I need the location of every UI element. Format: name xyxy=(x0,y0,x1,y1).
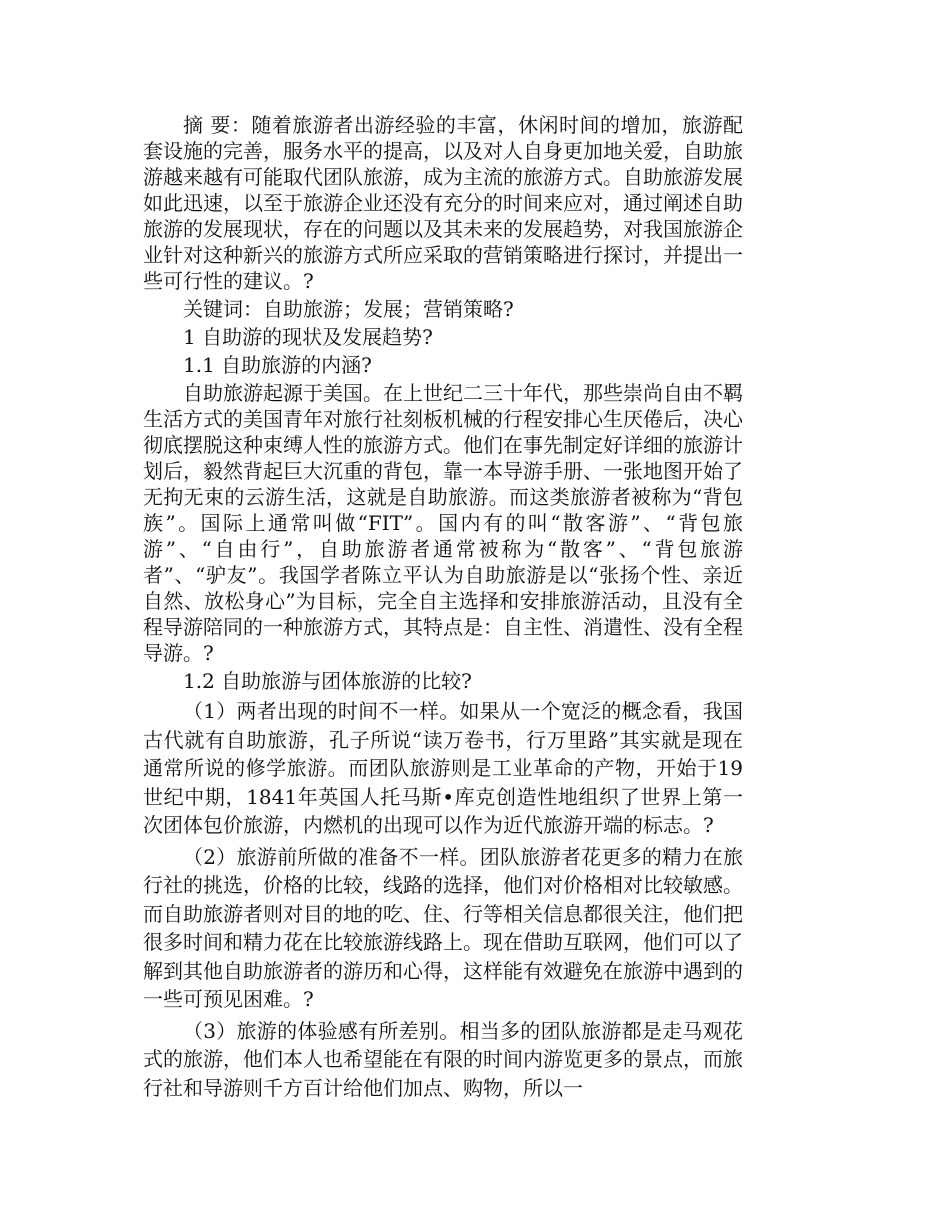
keywords-line: 关键词：自助旅游；发展；营销策略? xyxy=(183,297,514,321)
subsection-heading-1-1: 1.1 自助旅游的内涵? xyxy=(183,353,372,377)
comparison-paragraph-1: （1）两者出现的时间不一样。如果从一个宽泛的概念看，我国古代就有自助旅游，孔子所说“读万卷书，行万里路”其实就是现在通常所说的修学旅游。而团队旅游则是工业革命的产物，开始于19世纪中期，1841年英国人托马斯•库克创造性地组织了世界上第一次团体包价旅游，内燃机的出现可以作为近代旅游开端的标志。? xyxy=(143,699,743,837)
comparison-paragraph-2: （2）旅游前所做的准备不一样。团队旅游者花更多的精力在旅行社的挑选，价格的比较，线路的选择，他们对价格相对比较敏感。而自助旅游者则对目的地的吃、住、行等相关信息都很关注，他们把很多时间和精力花在比较旅游线路上。现在借助互联网，他们可以了解到其他自助旅游者的游历和心得，这样能有效避免在旅游中遇到的一些可预见困难。? xyxy=(143,844,743,1011)
document-page xyxy=(143,112,743,1102)
subsection-heading-1-2: 1.2 自助旅游与团体旅游的比较? xyxy=(183,669,472,693)
definition-paragraph: 自助旅游起源于美国。在上世纪二三十年代，那些崇尚自由不羁生活方式的美国青年对旅行社刻板机械的行程安排心生厌倦后，决心彻底摆脱这种束缚人性的旅游方式。他们在事先制定好详细的旅游计划后，毅然背起巨大沉重的背包，靠一本导游手册、一张地图开始了无拘无束的云游生活，这就是自助旅游。而这类旅游者被称为“背包族”。国际上通常叫做“FIT”。国内有的叫“散客游”、“背包旅游”、“自由行”，自助旅游者通常被称为“散客”、“背包旅游者”、“驴友”。我国学者陈立平认为自助旅游是以“张扬个性、亲近自然、放松身心”为目标，完全自主选择和安排旅游活动，且没有全程导游陪同的一种旅游方式，其特点是：自主性、消遣性、没有全程导游。? xyxy=(143,381,743,665)
abstract-paragraph: 摘 要：随着旅游者出游经验的丰富，休闲时间的增加，旅游配套设施的完善，服务水平的提高，以及对人自身更加地关爱，自助旅游越来越有可能取代团队旅游，成为主流的旅游方式。自助旅游发展如此迅速，以至于旅游企业还没有充分的时间来应对，通过阐述自助旅游的发展现状，存在的问题以及其未来的发展趋势，对我国旅游企业针对这种新兴的旅游方式所应采取的营销策略进行探讨，并提出一些可行性的建议。? xyxy=(143,113,743,293)
comparison-paragraph-3: （3）旅游的体验感有所差别。相当多的团队旅游都是走马观花式的旅游，他们本人也希望能在有限的时间内游览更多的景点，而旅行社和导游则千方百计给他们加点、购物，所以一 xyxy=(143,1018,743,1100)
section-heading-1: 1 自助游的现状及发展趋势? xyxy=(183,325,433,349)
